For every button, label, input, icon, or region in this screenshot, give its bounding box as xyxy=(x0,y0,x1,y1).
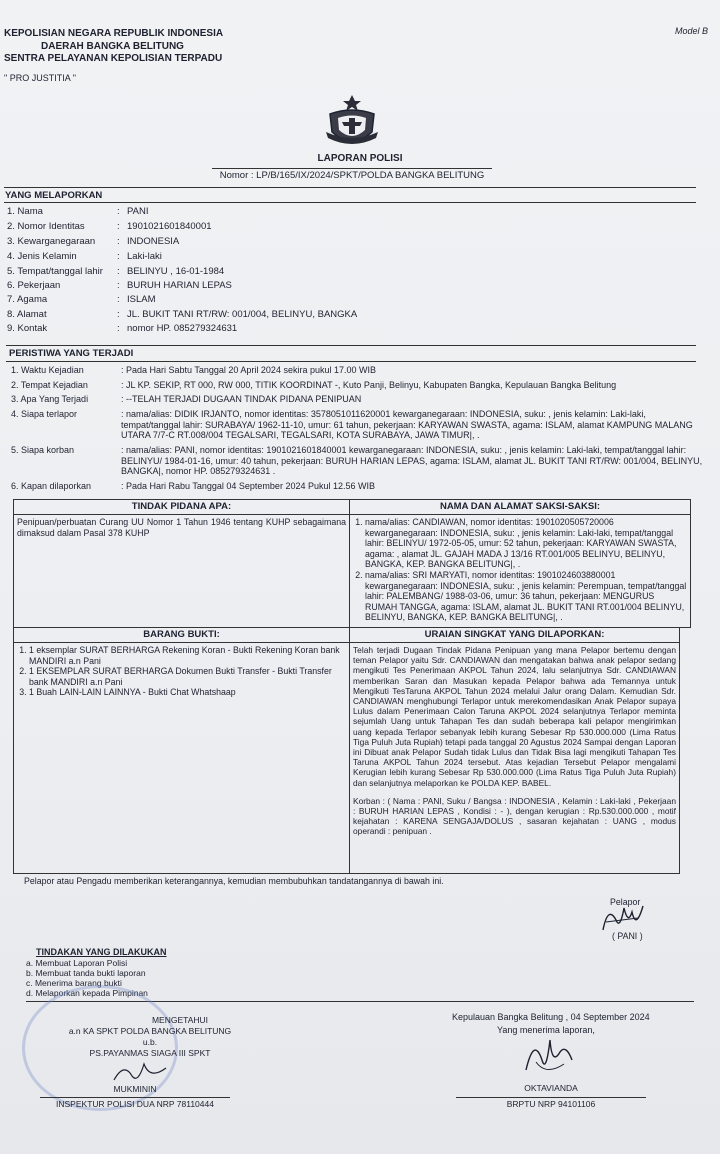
evidence-item: 3. 1 Buah LAIN-LAIN LAINNYA - Bukti Chat Whatshaap xyxy=(29,687,346,698)
reporter-field-birth: 5. Tempat/tanggal lahir : BELINYU , 16-01-1984 xyxy=(7,266,225,277)
agency-header xyxy=(4,28,223,66)
evidence-list xyxy=(14,643,349,700)
approval-line-1: a.n KA SPKT POLDA BANGKA BELITUNG xyxy=(68,1026,232,1036)
crime-heading: TINDAK PIDANA APA: xyxy=(14,500,349,515)
approval-title: MENGETAHUI xyxy=(151,1015,209,1025)
approval-line-2: u.b. xyxy=(142,1037,158,1047)
evidence-item: 1. 1 eksemplar SURAT BERHARGA Rekening Koran - Bukti Rekening Koran bank MANDIRI a.n Pani xyxy=(29,645,346,666)
divider xyxy=(6,345,696,346)
divider xyxy=(6,361,696,362)
agency-line-3: SENTRA PELAYANAN KEPOLISIAN TERPADU xyxy=(4,53,223,64)
incident-heading: PERISTIWA YANG TERJADI xyxy=(9,348,134,359)
witness-heading: NAMA DAN ALAMAT SAKSI-SAKSI: xyxy=(350,500,690,515)
reporter-field-nationality: 3. Kewarganegaraan : INDONESIA xyxy=(7,236,180,247)
approver-signature-icon xyxy=(110,1058,170,1086)
receiver-place-date: Kepulauan Bangka Belitung , 04 September 2024 xyxy=(452,1012,650,1022)
police-crest-icon xyxy=(322,92,382,150)
reporter-field-name: 1. Nama : PANI xyxy=(7,206,149,217)
agency-line-2: DAERAH BANGKA BELITUNG xyxy=(41,40,184,52)
reporter-field-gender: 4. Jenis Kelamin : Laki-laki xyxy=(7,251,162,262)
witness-item: 1. nama/alias: CANDIAWAN, nomor identitas: 1901020505720006 kewarganegaraan: INDONESIA, suku: , jenis kelamin: Laki-laki, tempat/tanggal lahir: BELINYU/ 1972-05-05, umur: 52 tahun, pekerjaan: KARYAWAN SWASTA, agama: , alamat JL. GAJAH MADA J 13/16 RT.001/005 BELINYU, BELINYU, BANGKA, KEP. BANGKA BELITUNG|, . xyxy=(365,517,687,570)
reporter-sign-label: Pelapor xyxy=(610,897,641,907)
reporter-field-contact: 9. Kontak : nomor HP. 085279324631 xyxy=(7,323,238,334)
reporter-field-id: 2. Nomor Identitas : 1901021601840001 xyxy=(7,221,212,232)
receiver-label: Yang menerima laporan, xyxy=(497,1025,595,1035)
summary-victim: Korban : ( Nama : PANI, Suku / Bangsa : INDONESIA , Kelamin : Laki-laki , Pekerjaan : BURUH HARIAN LEPAS , Kondisi : - ), dengan kerugian : Rp.530.000.000 , motif kejahatan : KARENA SENGAJA/DOLUS , sasaran kejahatan : UANG , modus operandi : penipuan . xyxy=(353,795,676,837)
pro-justitia: " PRO JUSTITIA " xyxy=(4,73,76,83)
witness-box xyxy=(349,499,691,628)
evidence-heading: BARANG BUKTI: xyxy=(14,628,349,643)
agency-line-1: KEPOLISIAN NEGARA REPUBLIK INDONESIA xyxy=(4,28,224,39)
receiver-signature-icon xyxy=(516,1030,576,1082)
statement-text: Pelapor atau Pengadu memberikan keterangannya, kemudian membubuhkan tandatangannya di bawah ini. xyxy=(24,876,444,886)
actions-heading: TINDAKAN YANG DILAKUKAN xyxy=(36,947,167,957)
witness-item: 2. nama/alias: SRI MARYATI, nomor identitas: 1901024603880001 kewarganegaraan: INDONESIA, suku: , jenis kelamin: Perempuan, tempat/tanggal lahir: PALEMBANG/ 1988-03-06, umur: 36 tahun, pekerjaan: MENGURUS RUMAH TANGGA, agama: ISLAM, alamat JL. BUKIT TANI RT.001/004 BELINYU, BELINYU, BANGKA, KEP. BANGKA BELITUNG|, . xyxy=(365,570,687,623)
report-number: Nomor : LP/B/165/IX/2024/SPKT/POLDA BANGKA BELITUNG xyxy=(212,168,492,181)
evidence-box xyxy=(13,627,350,874)
receiver-name: OKTAVIANDA xyxy=(524,1083,578,1093)
summary-box xyxy=(349,627,680,874)
approver-rank: INSPEKTUR POLISI DUA NRP 78110444 xyxy=(40,1097,230,1109)
report-title: LAPORAN POLISI xyxy=(317,153,403,164)
action-item: b. Membuat tanda bukti laporan xyxy=(26,968,146,978)
reporter-heading: YANG MELAPORKAN xyxy=(5,190,103,201)
reporter-field-job: 6. Pekerjaan : BURUH HARIAN LEPAS xyxy=(7,280,232,291)
divider xyxy=(4,187,696,188)
action-item: a. Membuat Laporan Polisi xyxy=(26,958,128,968)
evidence-item: 2. 1 EKSEMPLAR SURAT BERHARGA Dokumen Bukti Transfer - Bukti Transfer bank MANDIRI a.n Pani xyxy=(29,666,346,687)
crime-box xyxy=(13,499,350,628)
approval-line-3: PS.PAYANMAS SIAGA III SPKT xyxy=(89,1048,211,1058)
approval-block xyxy=(40,1015,260,1059)
divider xyxy=(4,202,696,203)
reporter-sign-name: ( PANI ) xyxy=(612,931,643,941)
summary-heading: URAIAN SINGKAT YANG DILAPORKAN: xyxy=(350,628,679,643)
action-item: d. Melaporkan kepada Pimpinan xyxy=(26,988,148,998)
crime-text: Penipuan/perbuatan Curang UU Nomor 1 Tahun 1946 tentang KUHP sebagaimana dimaksud dalam Pasal 378 KUHP xyxy=(17,517,346,538)
witness-list xyxy=(350,515,690,625)
receiver-rank: BRPTU NRP 94101106 xyxy=(456,1097,646,1109)
summary-text: Telah terjadi Dugaan Tindak Pidana Penipuan yang mana Pelapor bertemu dengan teman Pelapor yaitu Sdr. CANDIAWAN dan mengatakan bahwa anak pelapor sedang mengikuti Tes Penerimaan AKPOL Tahun 2024, lalu selanjutnya Sdr. CANDIAWAN memberikan Saran dan Masukan kepada Pelapor bahwa ada Temannya untuk Mengikuti TesTaruna AKPOL Tahun 2024 melalui Jalur orang Dalam. Kemudian Sdr. CANDIAWAN menghubungi Terlapor untuk merekomendasikan Anak Pelapor supaya Lulus dalam Penerimaan Calon Taruna AKPOL 2024 selanjutnya Terlapor meminta sejumlah Uang untuk Tahapan Tes dan sudah beberapa kali pelapor mengirimkan uang kepada Terlapor sebanyak lebih kurang Sebesar Rp 530.000.000 (Lima Ratus Tiga Puluh Juta Rupiah) tetapi pada tanggal 20 Agustus 2024 Sampai dengan Laporan ini Dibuat anak Pelapor Sudah tidak Lulus dan Tidak Bisa lagi mengikuti Tahapan Tes Taruna AKPOL Tahun 2024 tersebut. Atas kejadian Tersebut Pelapor mengalami Kerugian lebih kurang Sebesar Rp 530.000.000 (Lima Ratus Tiga Puluh Juta Rupiah) dan selanjutnya melaporkan ke POLDA KEP. BABEL. xyxy=(353,645,676,788)
reporter-field-religion: 7. Agama : ISLAM xyxy=(7,294,156,305)
police-report-page: KEPOLISIAN NEGARA REPUBLIK INDONESIA DAERAH BANGKA BELITUNG SENTRA PELAYANAN KEPOLISIAN TERPADU Model B " PRO JUSTITIA " LAPORAN POLISI Nomor : LP/B/165/IX/2024/SPKT/POLDA BANGKA BELITUNG YANG MELAPORKAN 1. Nama : PANI 2. Nomor Identitas : 1901021601840001 3. Kewarganegaraan : INDONESIA 4. Jenis Kelamin : Laki-laki 5. Tempat/tanggal lahir : BELINYU , 16-01-1984 6. Pekerjaan : BURUH HARIAN LEPAS 7. Agama : ISLAM 8. Alamat : JL. BUKIT TANI RT/RW: 001/004, BELINYU, BANGKA 9. Kontak : nomor HP. 085279324631 PERISTIWA YANG TERJADI 1. Waktu Kejadian : Pada Hari Sabtu Tanggal 20 April 2024 sekira pukul 17.00 WIB 2. Tempat Kejadian : JL KP. SEKIP, RT 000, RW 000, TITIK KOORDINAT -, Kuto Panji, Belinyu, Kabupaten Bangka, Kepulauan Bangka Belitung 3. Apa Yang Terjadi : --TELAH TERJADI DUGAAN TINDAK PIDANA PENIPUAN 4. Siapa terlapor : nama/alias: DIDIK IRJANTO, nomor identitas: 3578051011620001 kewarganegaraan: INDONESIA, suku: , jenis kelamin: Laki-laki, tempat/tanggal lahir: SURABAYA/ 1962-11-10, umur: 61 tahun, pekerjaan: KARYAWAN SWASTA, agama: ISLAM, alamat KAMPUNG MALANG UTARA 7/7-C RT.008/004 TEGALSARI, TEGALSARI, KOTA SURABAYA, JAWA TIMUR|, . 5. Siapa korban : nama/alias: PANI, nomor identitas: 1901021601840001 kewarganegaraan: INDONESIA, suku: , jenis kelamin: Laki-laki, tempat/tanggal lahir: BELINYU/ 1984-01-16, umur: 40 tahun, pekerjaan: BURUH HARIAN LEPAS, agama: ISLAM, alamat JL. BUKIT TANI RT/RW: 001/004, BELINYU, BANGKA|, nomor HP. 085279324631 . 6. Kapan dilaporkan : Pada Hari Rabu Tanggal 04 September 2024 Pukul 12.56 WIB TINDAK PIDANA APA: Penipuan/perbuatan Curang UU Nomor 1 Tahun 1946 tentang KUHP sebagaimana dimaksud dalam Pasal 378 KUHP NAMA DAN ALAMAT SAKSI-SAKSI: 1. nama/alias: CANDIAWAN, nomor identitas: 1901020505720006 kewarganegaraan: INDONESIA, suku: , jenis kelamin: Laki-laki, tempat/tanggal lahir: BELINYU/ 1972-05-05, umur: 52 tahun, pekerjaan: KARYAWAN SWASTA, agama: , alamat JL. GAJAH MADA J 13/16 RT.001/005 BELINYU, BELINYU, BANGKA, KEP. BANGKA BELITUNG|, . 2. nama/alias: SRI MARYATI, nomor identitas: 1901024603880001 kewarganegaraan: INDONESIA, suku: , jenis kelamin: Perempuan, tempat/tanggal lahir: PALEMBANG/ 1988-03-06, umur: 36 tahun, pekerjaan: MENGURUS RUMAH TANGGA, agama: ISLAM, alamat JL. BUKIT TANI RT.001/004 BELINYU, BELINYU, BANGKA, KEP. BANGKA BELITUNG|, . BARANG BUKTI: 1. 1 eksemplar SURAT BERHARGA Rekening Koran - Bukti Rekening Koran bank MANDIRI a.n Pani 2. 1 EKSEMPLAR SURAT BERHARGA Dokumen Bukti Transfer - Bukti Transfer bank MANDIRI a.n Pani 3. 1 Buah LAIN-LAIN LAINNYA - Bukti Chat Whatshaap URAIAN SINGKAT YANG DILAPORKAN: Telah terjadi Dugaan Tindak Pidana Penipuan yang mana Pelapor bertemu dengan teman Pelapor yaitu Sdr. CANDIAWAN dan mengatakan bahwa anak pelapor sedang mengikuti Tes Penerimaan AKPOL Tahun 2024, lalu selanjutnya Sdr. CANDIAWAN memberikan Saran dan Masukan kepada Pelapor bahwa ada Temannya untuk Mengikuti TesTaruna AKPOL Tahun 2024 melalui Jalur orang Dalam. Kemudian Sdr. CANDIAWAN menghubungi Terlapor untuk merekomendasikan Anak Pelapor supaya Lulus dalam Penerimaan Calon Taruna AKPOL 2024 selanjutnya Terlapor meminta sejumlah Uang untuk Tahapan Tes dan sudah beberapa kali pelapor mengirimkan uang kepada Terlapor sebanyak lebih kurang Sebesar Rp 530.000.000 (Lima Ratus Tiga Puluh Juta Rupiah) tetapi pada tanggal 20 Agustus 2024 Sampai dengan Laporan ini Dibuat anak Pelapor Sudah tidak Lulus dan Tidak Bisa lagi mengikuti Tahapan Tes Taruna AKPOL Tahun 2024 tersebut. Atas kejadian Tersebut Pelapor mengalami Kerugian lebih kurang Sebesar Rp 530.000.000 (Lima Ratus Tiga Puluh Juta Rupiah) dan selanjutnya melaporkan ke POLDA KEP. BABEL. Korban : ( Nama : PANI, Suku / Bangsa : INDONESIA , Kelamin : Laki-laki , Pekerjaan : BURUH HARIAN LEPAS , Kondisi : - ), dengan kerugian : Rp.530.000.000 , motif kejahatan : KARENA SENGAJA/DOLUS , sasaran kejahatan : UANG , modus operandi : penipuan . Pelapor atau Pengadu memberikan keterangannya, kemudian membubuhkan tandatangannya di bawah ini. Pelapor ( PANI ) TINDAKAN YANG DILAKUKAN a. Membuat Laporan Polisi b. Membuat tanda bukti laporan c. Menerima barang bukti d. Melaporkan kepada Pimpinan MENGETAHUI a.n KA SPKT POLDA BANGKA BELITUNG u.b. PS.PAYANMAS SIAGA III SPKT MUKMININ INSPEKTUR POLISI DUA NRP 78110444 Kepulauan Bangka Belitung , 04 September 2024 Yang menerima laporan, OKTAVIANDA BRPTU NRP 94101106 xyxy=(0,0,720,1154)
model-label: Model B xyxy=(674,26,708,36)
action-item: c. Menerima barang bukti xyxy=(26,978,122,988)
reporter-field-address: 8. Alamat : JL. BUKIT TANI RT/RW: 001/004, BELINYU, BANGKA xyxy=(7,309,358,320)
approver-name: MUKMININ xyxy=(113,1084,157,1094)
